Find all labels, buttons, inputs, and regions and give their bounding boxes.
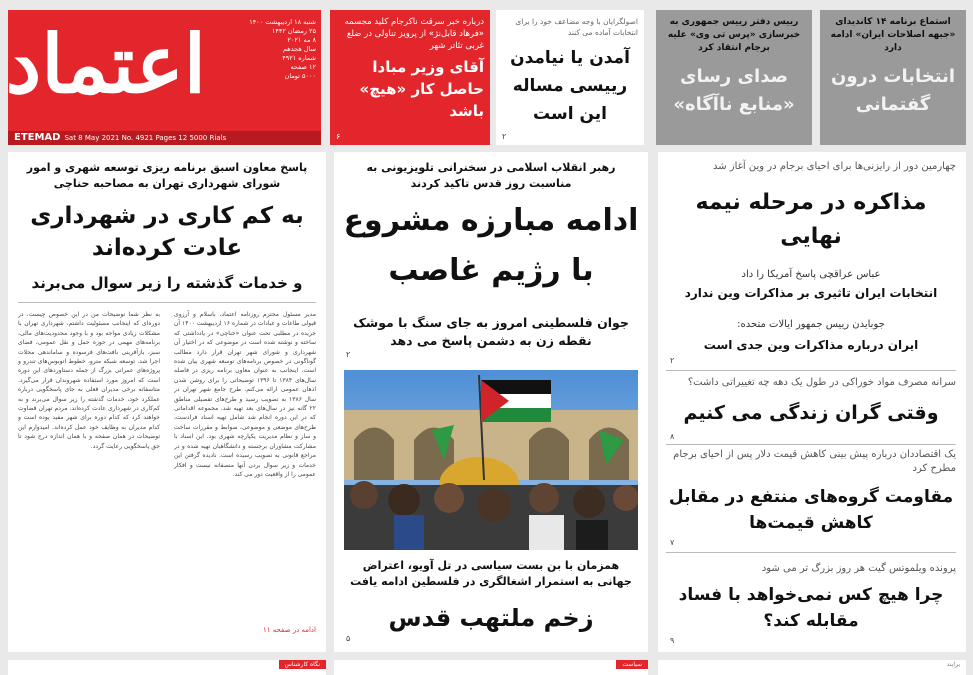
issue-info: Sat 8 May 2021 No. 4921 Pages 12 5000 Rials <box>64 134 227 142</box>
info-line: ۱۲ صفحه <box>290 63 316 71</box>
story-kicker: سرانه مصرف مواد خوراکی در طول یک دهه چه تغییراتی داشت؟ <box>687 377 956 388</box>
story-kicker: چهارمین دور از رایزنی‌ها برای احیای برجام در وین آغاز شد <box>712 161 956 172</box>
story-headline[interactable]: وقتی گران زندگی می کنیم <box>683 402 939 424</box>
story-headline[interactable]: مذاکره در مرحله نیمه نهایی <box>695 190 927 249</box>
section-tag: برایند <box>946 661 960 668</box>
teaser-grey-2[interactable] <box>820 10 966 145</box>
story-sub: عباس عراقچی پاسخ آمریکا را داد <box>741 269 881 280</box>
teaser-kicker: درباره خبر سرقت ناکرجام کلید مجسمه «فرهاد قابل‌نژ» از پرویز تناولی در ضلع غربی تئاتر شهر <box>344 17 484 51</box>
crowd <box>344 481 638 550</box>
story-headline[interactable]: مقاومت گروه‌های منتفع در مقابل کاهش قیمت‌ها <box>668 487 954 533</box>
page-number: ۹ <box>670 636 675 645</box>
page-number: ۶ <box>336 132 341 141</box>
article-headline: به کم کاری در شهرداری عادت کرده‌اند <box>30 203 304 261</box>
story-subheadline[interactable]: ایران درباره مذاکرات وین جدی است <box>703 338 919 352</box>
teaser-headline: آمدن یا نیامدن رییسی مساله این است <box>510 48 630 124</box>
body-column: مدیر مسئول محترم روزنامه اعتماد، باسلام و آرزوی قبولی طاعات و عبادات در شماره ۱۶ اردیبهشت ۱۴۰۰ آن جریده در مطلبی تحت عنوان «حناچی» در یادداشتی که ساخته و نوشته شده است در موضوعی که در اختیار آن شهرداری و شورای شهر تهران قرار دارد مطالب گوناگونی در خصوص برنامه‌های توسعه شهری بیان شده است. اینجانب به عنوان معاون برنامه ریزی در فاصله سال‌های ۱۳۸۴ تا ۱۳۹۶ توضیحاتی را برای روشن شدن اذهان عمومی ارائه می‌کنم. طرح جامع شهر تهران در سال ۱۳۸۶ به تصویب رسید و طرح‌های تفصیلی مناطق ۲۲ گانه نیز در سال‌های بعد تهیه شد. مجموعه اقداماتی که در این دوره انجام شد شامل تهیه اسناد فرادست، طرح‌های موضعی و موضوعی، ضوابط و مقررات ساخت و ساز و نظام مدیریت یکپارچه شهری بود. این اسناد با مشارکت مشاوران برجسته و دانشگاهیان تهیه شده و در مراجع قانونی به تصویب رسیده است. نادیده گرفتن این خدمات و زیر سوال بردن آنها منصفانه نیست و افکار عمومی را از واقعیت دور می کند. <box>174 311 316 478</box>
divider <box>666 552 956 553</box>
divider <box>666 370 956 371</box>
article-subheadline: جوان فلسطینی امروز به جای سنگ با موشک نقطه زن به دشمن پاسخ می دهد <box>353 315 629 348</box>
divider <box>666 444 956 445</box>
section-tag: سیاست <box>616 660 648 669</box>
story-kicker: یک اقتصاددان درباره پیش بینی کاهش قیمت دلار پس از احیای برجام مطرح کرد <box>673 449 956 474</box>
teaser-kicker: رییس دفتر رییس جمهوری به خبرسازی «پرس تی وی» علیه برجام انتقاد کرد <box>667 17 801 53</box>
body-column: به نظر شما توضیحات من در این خصوص چیست. در دوره‌ای که اینجانب مسئولیت داشتم، شهرداری تهران با مشکلات زیادی مواجه بود و با وجود محدودیت‌های مالی، برنامه‌های مهمی در حوزه حمل و نقل عمومی، فضای سبز، بازآفرینی بافت‌های فرسوده و ساماندهی محلات اجرا شد. توسعه شبکه مترو، خطوط اتوبوس‌های تندرو و پروژه‌های عمرانی بزرگ از جمله دستاوردهای این دوره است که امروز مورد استفاده شهروندان قرار می‌گیرد. متاسفانه برخی مدیران فعلی به جای پاسخگویی درباره عملکرد خود، خدمات گذشته را زیر سوال می‌برند و به کم‌کاری در شهرداری عادت کرده‌اند. مردم تهران قضاوت خواهند کرد که کدام دوره برای شهر مفید بوده است و کدام مدیران به وظایف خود عمل کرده‌اند. امیدوارم این توضیحات در همان صفحه و با همان اندازه درج شود تا حق پاسخگویی رعایت گردد. <box>18 311 160 450</box>
info-line: ۸ مه ۲۰۲۱ <box>287 36 316 44</box>
info-line: ۲۵ رمضان ۱۴۴۲ <box>271 27 316 35</box>
news-photo[interactable] <box>344 370 638 550</box>
article-body <box>18 310 316 640</box>
continued-link[interactable]: ادامه در صفحه ۱۱ <box>263 626 316 634</box>
teaser-headline: انتخابات درون گفتمانی <box>830 66 956 115</box>
article-kicker: رهبر انقلاب اسلامی در سخنرانی تلویزیونی به مناسبت روز قدس تاکید کردند <box>366 161 616 190</box>
teaser-red[interactable] <box>330 10 490 145</box>
teaser-headline: آقای وزیر مبادا حاصل کار «هیچ» باشد <box>359 58 484 120</box>
article-kicker: پاسخ معاون اسبق برنامه ریزی توسعه شهری و امور شورای شهرداری تهران به مصاحبه حناچی <box>26 161 308 190</box>
bottom-section-center <box>334 660 648 675</box>
story-sub: جوبایدن رییس جمهور ایالات متحده: <box>737 319 885 330</box>
section-tag: نگاه کارشناس <box>279 660 326 669</box>
info-line: شماره ۴۹۲۱ <box>282 54 316 62</box>
info-line: ۵۰۰۰ تومان <box>284 72 316 80</box>
bottom-section-left <box>8 660 326 675</box>
article-subheadline: و خدمات گذشته را زیر سوال می‌برند <box>31 274 303 292</box>
teaser-white[interactable] <box>496 10 644 145</box>
masthead-strip <box>8 131 321 145</box>
bottom-section-right <box>658 660 966 675</box>
right-news-column <box>658 152 966 652</box>
story-headline[interactable]: چرا هیچ کس نمی‌خواهد با فساد مقابله کند؟ <box>678 585 944 631</box>
brand-latin: ETEMAD <box>14 132 61 143</box>
article-quds[interactable] <box>334 152 648 652</box>
masthead-info <box>168 18 316 81</box>
info-line: شنبه ۱۸ اردیبهشت ۱۴۰۰ <box>249 18 316 26</box>
teaser-grey-1[interactable] <box>656 10 812 145</box>
teaser-kicker: اصولگرایان با وجه مضاعف خود را برای انتخابات آماده می کنند <box>515 17 638 37</box>
story-kicker: پرونده ویلموتس گیت هر روز بزرگ تر می شود <box>761 563 956 574</box>
teaser-headline: صدای رسای «منابع ناآگاه» <box>673 66 795 115</box>
story-subheadline[interactable]: انتخابات ایران تاثیری بر مذاکرات وین ندارد <box>684 286 938 300</box>
article-municipality[interactable] <box>8 152 326 652</box>
info-line: سال هجدهم <box>282 45 316 53</box>
protest-photo-illustration <box>344 370 638 550</box>
page-number: ۲ <box>670 356 675 365</box>
article-headline: ادامه مبارزه مشروع با رژیم غاصب <box>343 203 639 288</box>
page-number: ۷ <box>670 538 675 547</box>
page-number: ۲ <box>346 350 351 359</box>
masthead <box>5 10 321 145</box>
teaser-kicker: استماع برنامه ۱۴ کاندیدای «جبهه اصلاحات ایران» ادامه دارد <box>830 17 956 53</box>
photo-caption: همزمان با بن بست سیاسی در تل آویو، اعتراض جهانی به استمرار اشغالگری در فلسطین ادامه یافت <box>350 559 632 588</box>
article-headline-secondary: زخم ملتهب قدس <box>388 604 594 632</box>
page-number: ۵ <box>346 634 351 643</box>
newspaper-logo: اعتماد <box>5 17 206 111</box>
divider <box>18 302 316 303</box>
page-number: ۲ <box>502 132 507 141</box>
page-number: ۸ <box>670 432 675 441</box>
